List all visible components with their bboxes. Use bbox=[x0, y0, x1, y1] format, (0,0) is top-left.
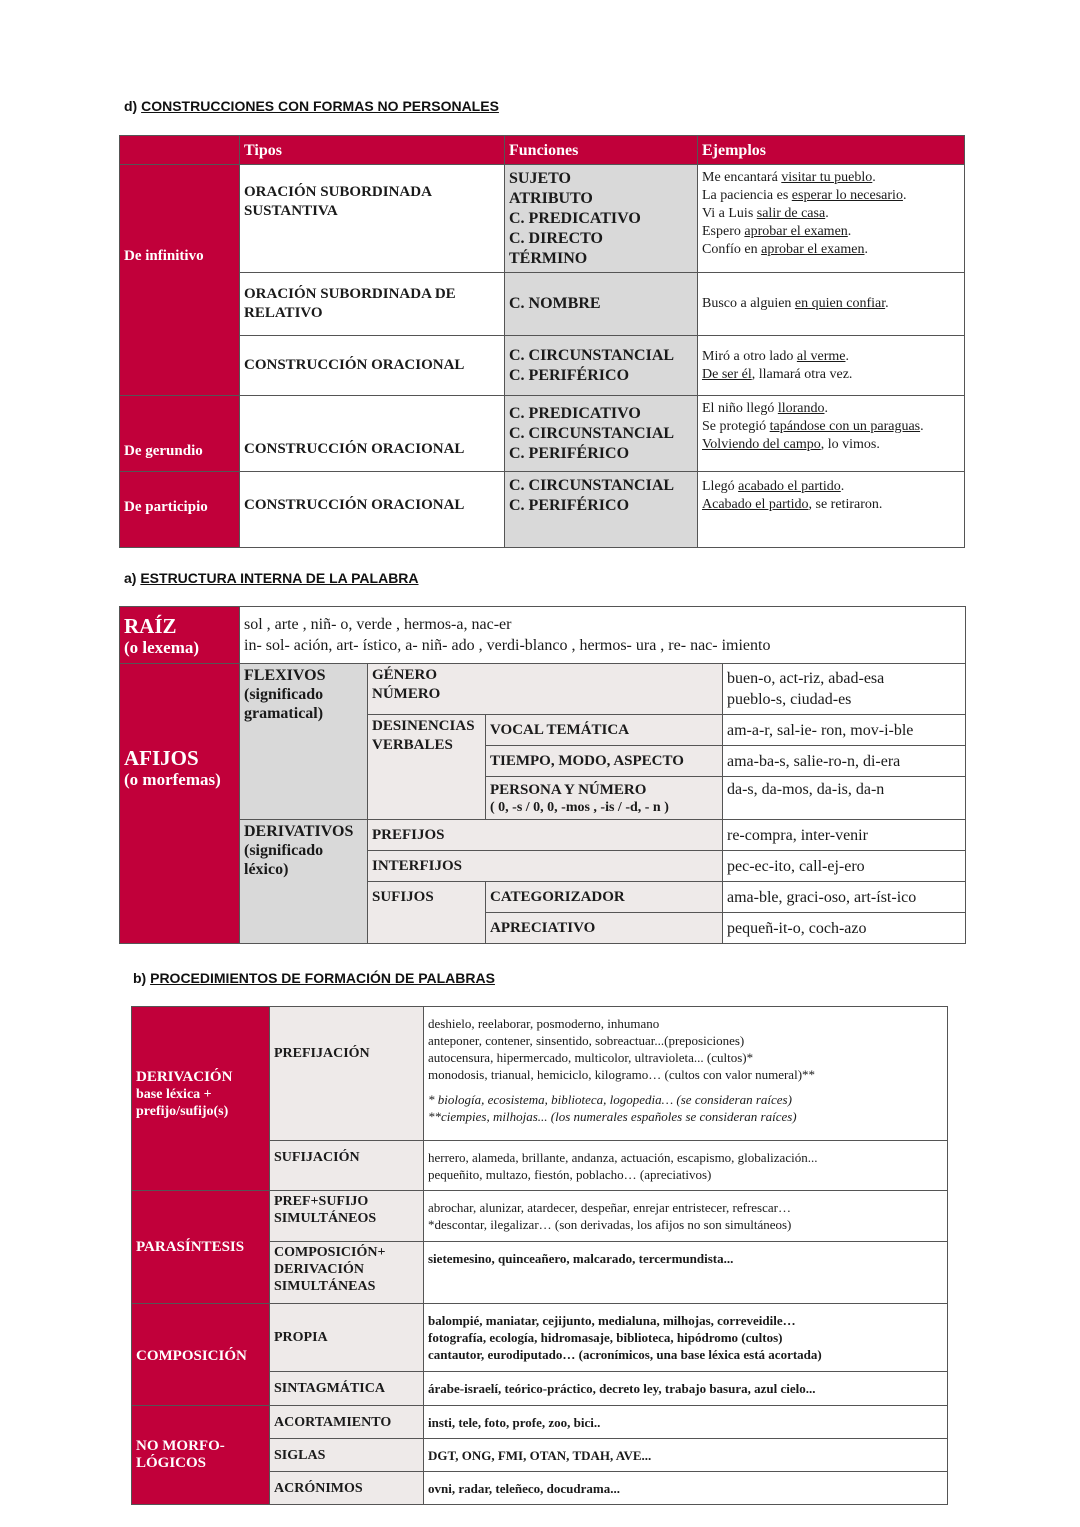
categorizador-examples: ama-ble, graci-oso, art-íst-ico bbox=[723, 882, 966, 913]
funcion-c-nombre: C. NOMBRE bbox=[505, 273, 698, 336]
section-b-heading: b) PROCEDIMIENTOS DE FORMACIÓN DE PALABRAS bbox=[133, 970, 495, 986]
raiz-examples: sol , arte , niñ- o, verde , hermos-a, nac-er in- sol- ación, art- ístico, a- niñ- ado , verdi-blanco , hermos- ura , re- nac- imiento bbox=[240, 607, 966, 664]
composicion-label: COMPOSICIÓN bbox=[132, 1304, 270, 1406]
persona-numero-label: PERSONA Y NÚMERO ( 0, -s / 0, 0, -mos , -is / -d, - n ) bbox=[486, 777, 723, 820]
ejemplos-cell: Miró a otro lado al verme. De ser él, llamará otra vez. bbox=[698, 336, 965, 396]
funciones-cell: C. CIRCUNSTANCIAL C. PERIFÉRICO bbox=[505, 472, 698, 548]
siglas-label: SIGLAS bbox=[270, 1439, 424, 1472]
tipo-construccion-oracional: CONSTRUCCIÓN ORACIONAL bbox=[240, 336, 505, 396]
raiz-label: RAÍZ (o lexema) bbox=[120, 607, 240, 664]
prefijacion-examples: deshielo, reelaborar, posmoderno, inhumano anteponer, contener, sinsentido, sobreactuar...(preposiciones) autocensura, hipermercado, multicolor, ultravioleta... (cultos)* monodosis, trianual, hemiciclo, kilogramo… (cultos con valor numeral)** * biología, ecosistema, biblioteca, logopedia… (se consideran raíces) **ciempies, milhojas... (los numerales españoles se consideran raíces) bbox=[424, 1007, 948, 1141]
prefijos-label: PREFIJOS bbox=[368, 820, 723, 851]
table-row bbox=[132, 1007, 948, 1141]
section-a-heading: a) ESTRUCTURA INTERNA DE LA PALABRA bbox=[124, 570, 419, 586]
header-ejemplos: Ejemplos bbox=[698, 136, 965, 165]
desinencias-label: DESINENCIAS VERBALES bbox=[368, 715, 486, 820]
infinitivo-label: De infinitivo bbox=[120, 165, 240, 396]
derivativos-label: DERIVATIVOS (significado léxico) bbox=[240, 820, 368, 944]
table-row bbox=[132, 1191, 948, 1242]
table-header-row bbox=[120, 136, 965, 165]
propia-examples: balompié, maniatar, cejijunto, medialuna, milhojas, correveidile… fotografía, ecología, hidromasaje, biblioteca, hipódromo (cultos) cantautor, eurodiputado… (acronímicos, una base léxica está acortada) bbox=[424, 1304, 948, 1372]
non-personal-forms-table bbox=[119, 135, 965, 548]
tiempo-modo-examples: ama-ba-s, salie-ro-n, di-era bbox=[723, 746, 966, 777]
vocal-tematica-label: VOCAL TEMÁTICA bbox=[486, 715, 723, 746]
tipo-subordinada-relativo: ORACIÓN SUBORDINADA DE RELATIVO bbox=[240, 273, 505, 336]
table-row bbox=[132, 1304, 948, 1372]
flexivos-label: FLEXIVOS (significado gramatical) bbox=[240, 664, 368, 820]
comp-deriv-examples: sietemesino, quinceañero, malcarado, tercermundista... bbox=[424, 1242, 948, 1304]
ejemplos-cell: Llegó acabado el partido. Acabado el partido, se retiraron. bbox=[698, 472, 965, 548]
section-d-title: CONSTRUCCIONES CON FORMAS NO PERSONALES bbox=[141, 98, 499, 114]
participio-label: De participio bbox=[120, 472, 240, 548]
vocal-tematica-examples: am-a-r, sal-ie- ron, mov-i-ble bbox=[723, 715, 966, 746]
table-row bbox=[120, 273, 965, 336]
prefijacion-label: PREFIJACIÓN bbox=[270, 1007, 424, 1141]
ejemplos-cell: Me encantará visitar tu pueblo. La paciencia es esperar lo necesario. Vi a Luis salir de casa. Espero aprobar el examen. Confío en aprobar el examen. bbox=[698, 165, 965, 273]
apreciativo-examples: pequeñ-it-o, coch-azo bbox=[723, 913, 966, 944]
funciones-cell: C. PREDICATIVO C. CIRCUNSTANCIAL C. PERIFÉRICO bbox=[505, 396, 698, 472]
funciones-cell: C. CIRCUNSTANCIAL C. PERIFÉRICO bbox=[505, 336, 698, 396]
ejemplos-cell: Busco a alguien en quien confiar. bbox=[698, 273, 965, 336]
genero-numero-label: GÉNERO NÚMERO bbox=[368, 664, 723, 715]
sufijos-label: SUFIJOS bbox=[368, 882, 486, 944]
table-row bbox=[120, 396, 965, 472]
section-d-letter: d) bbox=[124, 98, 138, 114]
tipo-construccion-oracional: CONSTRUCCIÓN ORACIONAL bbox=[240, 396, 505, 472]
categorizador-label: CATEGORIZADOR bbox=[486, 882, 723, 913]
table-row bbox=[120, 165, 965, 273]
sintagmatica-label: SINTAGMÁTICA bbox=[270, 1372, 424, 1406]
afijos-label: AFIJOS (o morfemas) bbox=[120, 664, 240, 944]
pref-sufijo-label: PREF+SUFIJO SIMULTÁNEOS bbox=[270, 1191, 424, 1242]
parasintesis-label: PARASÍNTESIS bbox=[132, 1191, 270, 1304]
tipo-construccion-oracional: CONSTRUCCIÓN ORACIONAL bbox=[240, 472, 505, 548]
pref-sufijo-examples: abrochar, alunizar, atardecer, despeñar, enrejar entristecer, refrescar… *descontar, ilegalizar… (son derivadas, los afijos no son simultáneos) bbox=[424, 1191, 948, 1242]
siglas-examples: DGT, ONG, FMI, OTAN, TDAH, AVE... bbox=[424, 1439, 948, 1472]
genero-examples: buen-o, act-riz, abad-esa pueblo-s, ciudad-es bbox=[723, 664, 966, 715]
table-row bbox=[132, 1406, 948, 1439]
sufijacion-label: SUFIJACIÓN bbox=[270, 1141, 424, 1191]
persona-numero-examples: da-s, da-mos, da-is, da-n bbox=[723, 777, 966, 820]
ejemplos-cell: El niño llegó llorando. Se protegió tapándose con un paraguas. Volviendo del campo, lo vimos. bbox=[698, 396, 965, 472]
table-row bbox=[120, 664, 966, 715]
acronimos-label: ACRÓNIMOS bbox=[270, 1472, 424, 1505]
tipo-subordinada-sustantiva: ORACIÓN SUBORDINADA SUSTANTIVA bbox=[240, 165, 505, 273]
section-b-title: PROCEDIMIENTOS DE FORMACIÓN DE PALABRAS bbox=[150, 970, 495, 986]
word-formation-table bbox=[131, 1006, 948, 1505]
table-row bbox=[120, 607, 966, 664]
acortamiento-label: ACORTAMIENTO bbox=[270, 1406, 424, 1439]
acortamiento-examples: insti, tele, foto, profe, zoo, bici.. bbox=[424, 1406, 948, 1439]
header-tipos: Tipos bbox=[240, 136, 505, 165]
section-d-heading bbox=[124, 98, 499, 114]
tiempo-modo-label: TIEMPO, MODO, ASPECTO bbox=[486, 746, 723, 777]
apreciativo-label: APRECIATIVO bbox=[486, 913, 723, 944]
table-row bbox=[120, 472, 965, 548]
word-structure-table bbox=[119, 606, 966, 944]
header-funciones: Funciones bbox=[505, 136, 698, 165]
derivacion-label: DERIVACIÓN base léxica + prefijo/sufijo(s) bbox=[132, 1007, 270, 1191]
table-row bbox=[120, 336, 965, 396]
interfijos-label: INTERFIJOS bbox=[368, 851, 723, 882]
funciones-cell: SUJETO ATRIBUTO C. PREDICATIVO C. DIRECTO TÉRMINO bbox=[505, 165, 698, 273]
section-a-title: ESTRUCTURA INTERNA DE LA PALABRA bbox=[140, 570, 419, 586]
sintagmatica-examples: árabe-israelí, teórico-práctico, decreto ley, trabajo basura, azul cielo... bbox=[424, 1372, 948, 1406]
sufijacion-examples: herrero, alameda, brillante, andanza, actuación, escapismo, globalización... pequeñito, multazo, fiestón, poblacho… (apreciativos) bbox=[424, 1141, 948, 1191]
table-row bbox=[120, 820, 966, 851]
comp-deriv-label: COMPOSICIÓN+ DERIVACIÓN SIMULTÁNEAS bbox=[270, 1242, 424, 1304]
acronimos-examples: ovni, radar, teleñeco, docudrama... bbox=[424, 1472, 948, 1505]
gerundio-label: De gerundio bbox=[120, 396, 240, 472]
no-morfologicos-label: NO MORFO- LÓGICOS bbox=[132, 1406, 270, 1505]
propia-label: PROPIA bbox=[270, 1304, 424, 1372]
prefijos-examples: re-compra, inter-venir bbox=[723, 820, 966, 851]
interfijos-examples: pec-ec-ito, call-ej-ero bbox=[723, 851, 966, 882]
